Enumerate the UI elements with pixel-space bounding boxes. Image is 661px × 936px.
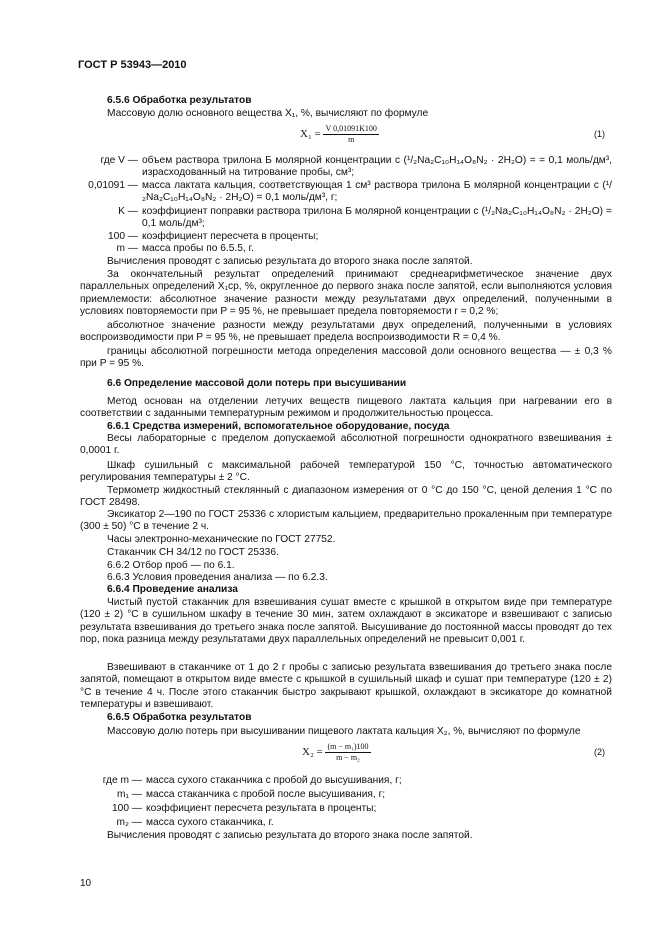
section-title-6-5-6: 6.5.6 Обработка результатов bbox=[107, 95, 252, 106]
def-symbol-m: m — bbox=[116, 243, 138, 254]
paragraph-procedure-1: Чистый пустой стаканчик для взвешивания сушат вместе с крышкой в открытом виде при температуре (120 ± 2) °С в сушильном шкафу в течение 30 мин, затем охлаждают в эксикаторе и взвешивают с записью результата взвешивания до третьего знака после запятой. Высушивание до постоянной массы проводят до тех пор, пока разница между результатами двух параллельных определений не превысит 0,001 г. bbox=[80, 597, 612, 646]
section-title-6-6-1: 6.6.1 Средства измерений, вспомогательное оборудование, посуда bbox=[107, 421, 450, 432]
section-title-6-6-5: 6.6.5 Обработка результатов bbox=[107, 712, 252, 723]
document-header: ГОСТ Р 53943—2010 bbox=[78, 59, 187, 71]
def-symbol-K: K — bbox=[118, 206, 138, 217]
def-symbol-100: 100 — bbox=[107, 231, 138, 242]
equipment-item: Весы лабораторные с пределом допускаемой абсолютной погрешности однократного взвешивания ± 0,0001 г. bbox=[80, 433, 612, 457]
paragraph-error-bounds: границы абсолютной погрешности метода определения массовой доли основного вещества — ± 0,3 % при P = 95 %. bbox=[80, 346, 612, 370]
def-text-100: коэффициент пересчета в проценты; bbox=[142, 231, 319, 242]
formula-2 bbox=[302, 742, 371, 763]
equation-number-1: (1) bbox=[594, 129, 605, 139]
def2-text-m: масса сухого стаканчика с пробой до высушивания, г; bbox=[146, 775, 402, 786]
paragraph-final-result: За окончательный результат определений принимают среднеарифметическое значение двух параллельных определений X₁ср, %, округленное до первого знака после запятой, если выполняются условия приемлемости: абсолютное значение разности между результатами двух определений, полученными в условиях повторяемости при P = 95 %, не превышает предела повторяемости r = 0,2 %; bbox=[80, 269, 612, 318]
equipment-item: Шкаф сушильный с максимальной рабочей температурой 150 °С, точностью автоматического регулирования температуры ± 2 °С. bbox=[80, 460, 612, 484]
equipment-item: Стаканчик СН 34/12 по ГОСТ 25336. bbox=[107, 547, 279, 558]
def-text-K: коэффициент поправки раствора трилона Б молярной концентрации c (¹/₂Na₂C₁₀H₁₄O₈N₂ · 2H₂O) = 0,1 моль/дм³; bbox=[142, 206, 612, 230]
def2-text-100: коэффициент пересчета результата в проценты; bbox=[146, 803, 377, 814]
formula-intro: Массовую долю основного вещества X₁, %, вычисляют по формуле bbox=[107, 108, 429, 119]
def2-symbol-m1: m₁ — bbox=[117, 789, 142, 800]
paragraph-method: Метод основан на отделении летучих веществ пищевого лактата кальция при нагревании его в соответствии с заданными температурным режимом и продолжительностью процесса. bbox=[80, 396, 612, 420]
formula-2-lhs: X₂ = bbox=[302, 746, 323, 759]
def-text-constant: масса лактата кальция, соответствующая 1 см³ раствора трилона Б молярной концентрации c (¹/₂Na₂C₁₀H₁₄O₈N₂ · 2H₂O) = 0,1 моль/дм³, г; bbox=[142, 180, 612, 204]
def-symbol-V: где V — bbox=[100, 155, 138, 166]
paragraph-final-rounding: Вычисления проводят с записью результата до второго знака после запятой. bbox=[107, 830, 473, 841]
def-text-V: объем раствора трилона Б молярной концентрации c (¹/₂Na₂C₁₀H₁₄O₈N₂ · 2H₂O) = = 0,1 моль/дм³, израсходованный на титрование пробы, см³; bbox=[142, 155, 612, 179]
def2-symbol-100: 100 — bbox=[111, 803, 142, 814]
def-text-m: масса пробы по 6.5.5, г. bbox=[142, 243, 254, 254]
equipment-item: Эксикатор 2—190 по ГОСТ 25336 с хлористым кальцием, предварительно прокаленным при температуре (300 ± 50) °С в течение 2 ч. bbox=[80, 509, 612, 533]
formula-2-denominator: m − m₂ bbox=[336, 753, 360, 762]
formula-1-numerator: V 0,01091K100 bbox=[325, 124, 377, 133]
formula-1 bbox=[300, 124, 379, 145]
paragraph-procedure-2: Взвешивают в стаканчике от 1 до 2 г пробы с записью результата взвешивания до третьего знака после запятой, помещают в открытом виде вместе с крышкой в сушильный шкаф и сушат при температуре (120 ± 2) °С в течение 4 ч. После этого стаканчик быстро закрывают крышкой, охлаждают в эксикаторе до комнатной температуры и взвешивают. bbox=[80, 662, 612, 711]
paragraph-rounding: Вычисления проводят с записью результата до второго знака после запятой. bbox=[107, 256, 473, 267]
formula-2-numerator: (m − m₁)100 bbox=[327, 742, 369, 751]
section-title-6-6-4: 6.6.4 Проведение анализа bbox=[107, 584, 238, 595]
section-title-6-6: 6.6 Определение массовой доли потерь при высушивании bbox=[107, 378, 407, 389]
formula-1-lhs: X₁ = bbox=[300, 128, 321, 141]
def2-symbol-m2: m₂ — bbox=[116, 817, 142, 828]
def2-symbol-m: где m — bbox=[102, 775, 142, 786]
equipment-item: Часы электронно-механические по ГОСТ 27752. bbox=[107, 534, 336, 545]
formula-1-denominator: m bbox=[348, 135, 355, 144]
formula-2-fraction bbox=[325, 742, 370, 763]
subsection-conditions: 6.6.3 Условия проведения анализа — по 6.2.3. bbox=[107, 572, 328, 583]
paragraph-reproducibility: абсолютное значение разности между результатами двух определений, полученными в условиях воспроизводимости при P = 95 %, не превышает предела воспроизводимости R = 0,4 %. bbox=[80, 320, 612, 344]
def-symbol-constant: 0,01091 — bbox=[88, 180, 138, 191]
formula-2-intro: Массовую долю потерь при высушивании пищевого лактата кальция X₂, %, вычисляют по формуле bbox=[107, 726, 581, 737]
page-number: 10 bbox=[80, 878, 92, 889]
def2-text-m1: масса стаканчика с пробой после высушивания, г; bbox=[146, 789, 386, 800]
equation-number-2: (2) bbox=[594, 747, 605, 757]
subsection-sampling: 6.6.2 Отбор проб — по 6.1. bbox=[107, 560, 235, 571]
equipment-item: Термометр жидкостный стеклянный с диапазоном измерения от 0 °С до 150 °С, ценой деления 1 °С по ГОСТ 28498. bbox=[80, 485, 612, 509]
formula-1-fraction bbox=[323, 124, 378, 145]
def2-text-m2: масса сухого стаканчика, г. bbox=[146, 817, 274, 828]
